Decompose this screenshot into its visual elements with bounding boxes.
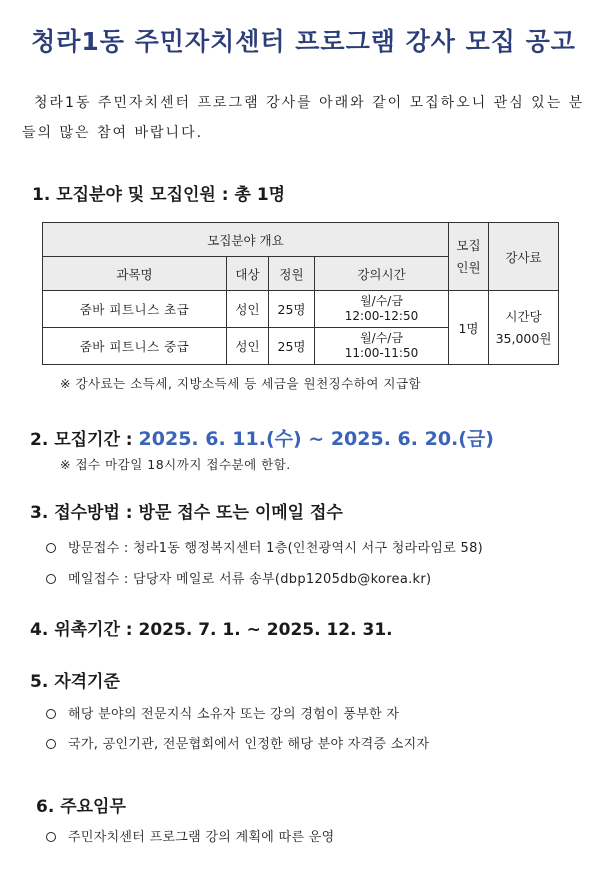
qualification-1: 해당 분야의 전문지식 소유자 또는 강의 경험이 풍부한 자 (68, 707, 400, 722)
section1-heading: 1. 모집분야 및 모집인원 : 총 1명 (32, 185, 286, 205)
row2-target: 성인 (227, 328, 269, 365)
fee-header: 강사료 (489, 223, 559, 291)
col-time-header: 강의시간 (315, 257, 449, 291)
bullet-circle-icon (46, 574, 56, 584)
col-capacity-header: 정원 (269, 257, 315, 291)
group-header: 모집분야 개요 (43, 223, 449, 257)
row1-time-cell (315, 291, 449, 328)
section2-label: 2. 모집기간 : (30, 430, 139, 450)
table-row (43, 291, 559, 328)
duty-1: 주민자치센터 프로그램 강의 계획에 따른 운영 (68, 830, 335, 845)
section4-heading: 4. 위촉기간 : 2025. 7. 1. ~ 2025. 12. 31. (30, 620, 393, 640)
list-item (46, 568, 431, 587)
row2-time: 11:00-11:50 (344, 346, 419, 360)
row1-days: 월/수/금 (360, 294, 403, 308)
qualification-2: 국가, 공인기관, 전문협회에서 인정한 해당 분야 자격증 소지자 (68, 737, 430, 752)
fee-line1: 시간당 (505, 308, 542, 324)
row2-days: 월/수/금 (360, 331, 403, 345)
list-item (46, 703, 399, 722)
recruit-period: 2025. 6. 11.(수) ~ 2025. 6. 20.(금) (138, 428, 494, 450)
row2-subject: 줌바 피트니스 중급 (43, 328, 227, 365)
bullet-circle-icon (46, 709, 56, 719)
row1-time: 12:00-12:50 (344, 309, 419, 323)
fee-cell (489, 291, 559, 365)
section2-heading (30, 424, 494, 451)
row1-subject: 줌바 피트니스 초급 (43, 291, 227, 328)
section5-heading: 5. 자격기준 (30, 672, 120, 692)
email-application: 메일접수 : 담당자 메일로 서류 송부(dbp1205db@korea.kr) (68, 572, 432, 587)
row2-capacity: 25명 (269, 328, 315, 365)
col-target-header: 대상 (227, 257, 269, 291)
list-item (46, 733, 429, 752)
program-table (42, 222, 559, 365)
intro-paragraph: 청라1동 주민자치센터 프로그램 강사를 아래와 같이 모집하오니 관심 있는 분들의 많은 참여 바랍니다. (22, 95, 585, 141)
bullet-circle-icon (46, 832, 56, 842)
section6-heading: 6. 주요임무 (36, 797, 126, 817)
list-item (46, 537, 483, 556)
col-subject-header: 과목명 (43, 257, 227, 291)
recruit-count: 1명 (449, 291, 489, 365)
recruit-header-text: 모집 인원 (456, 237, 481, 275)
bullet-circle-icon (46, 543, 56, 553)
visit-application: 방문접수 : 청라1동 행정복지센터 1층(인천광역시 서구 청라라임로 58) (68, 541, 484, 556)
fee-note: ※ 강사료는 소득세, 지방소득세 등 세금을 원천징수하여 지급함 (60, 376, 422, 391)
bullet-circle-icon (46, 739, 56, 749)
recruit-header (449, 223, 489, 291)
deadline-note: ※ 접수 마감일 18시까지 접수분에 한함. (60, 457, 291, 472)
fee-line2: 35,000원 (495, 330, 552, 346)
row1-target: 성인 (227, 291, 269, 328)
row2-time-cell (315, 328, 449, 365)
page-title: 청라1동 주민자치센터 프로그램 강사 모집 공고 (31, 27, 576, 56)
row1-capacity: 25명 (269, 291, 315, 328)
section3-heading: 3. 접수방법 : 방문 접수 또는 이메일 접수 (30, 503, 343, 523)
list-item (46, 826, 334, 845)
